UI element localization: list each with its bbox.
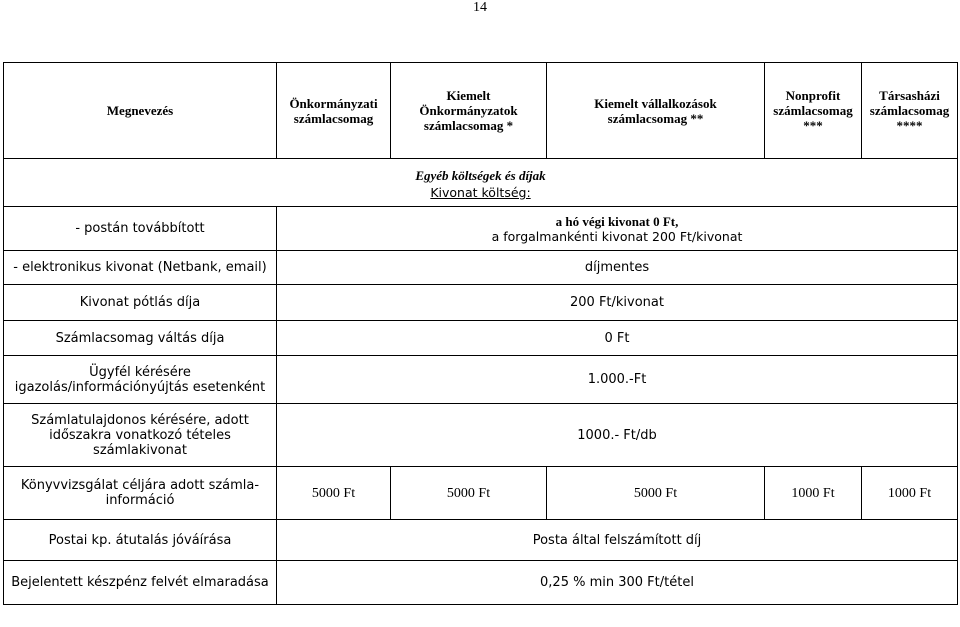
row-value: 0 Ft [277,321,958,356]
section-subtitle: Kivonat költség: [430,185,531,200]
row-value: 1.000.-Ft [277,356,958,404]
row-value: 0,25 % min 300 Ft/tétel [277,561,958,605]
header-name: Megnevezés [4,63,277,159]
row-name: Kivonat pótlás díja [4,285,277,321]
audit-value-col2: 5000 Ft [391,467,547,520]
table-row [4,251,958,285]
header-col5: Társasházi számlacsomag **** [862,63,958,159]
audit-value-col4: 1000 Ft [765,467,862,520]
row-name: Postai kp. átutalás jóváírása [4,520,277,561]
row-value: 1000.- Ft/db [277,404,958,467]
header-col2: Kiemelt Önkormányzatok számlacsomag * [391,63,547,159]
header-row [4,63,958,159]
section-cell [4,159,958,207]
row-name: Számlacsomag váltás díja [4,321,277,356]
row-name: Ügyfél kérésére igazolás/információnyújtás esetenként [4,356,277,404]
row-name: - postán továbbított [4,207,277,251]
table-row [4,561,958,605]
row-value: 200 Ft/kivonat [277,285,958,321]
table-row [4,285,958,321]
audit-value-col5: 1000 Ft [862,467,958,520]
fee-table [3,62,958,605]
section-title: Egyéb költségek és díjak [415,168,546,183]
header-col1: Önkormányzati számlacsomag [277,63,391,159]
row-value: a hó végi kivonat 0 Ft, a forgalmankénti kivonat 200 Ft/kivonat [277,207,958,251]
table-row [4,404,958,467]
header-col4: Nonprofit számlacsomag *** [765,63,862,159]
audit-value-col3: 5000 Ft [547,467,765,520]
section-row [4,159,958,207]
table-row [4,467,958,520]
row-name: Számlatulajdonos kérésére, adott időszakra vonatkozó tételes számlakivonat [4,404,277,467]
audit-value-col1: 5000 Ft [277,467,391,520]
row-name: - elektronikus kivonat (Netbank, email) [4,251,277,285]
page-number: 14 [473,0,487,15]
row-value: Posta által felszámított díj [277,520,958,561]
table-row [4,207,958,251]
row-name: Bejelentett készpénz felvét elmaradása [4,561,277,605]
table-row [4,321,958,356]
table-row [4,520,958,561]
row-name: Könyvvizsgálat céljára adott számla- információ [4,467,277,520]
row-value: díjmentes [277,251,958,285]
header-col3: Kiemelt vállalkozások számlacsomag ** [547,63,765,159]
table-row [4,356,958,404]
